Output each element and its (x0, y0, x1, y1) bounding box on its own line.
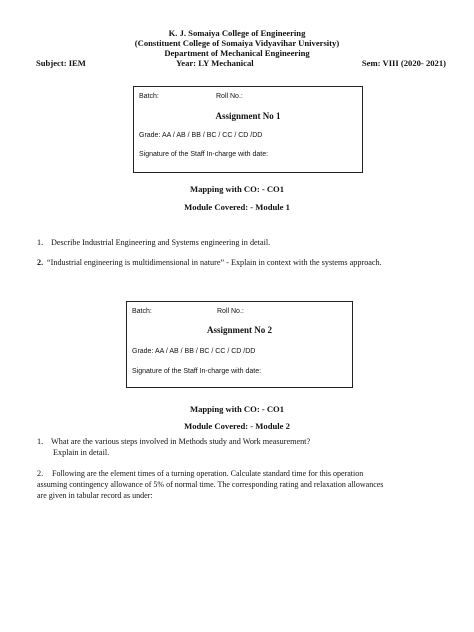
constituent-line: (Constituent College of Somaiya Vidyavihar University) (134, 38, 340, 48)
question-text: What are the various steps involved in Methods study and Work measurement? (51, 437, 311, 446)
roll-no-label: Roll No.: (217, 308, 244, 315)
roll-no-label: Roll No.: (216, 93, 243, 100)
mapping-co-1: Mapping with CO: - CO1 (189, 184, 285, 194)
question-number: 1. (37, 238, 44, 247)
question-text-cont: Explain in detail. (53, 448, 110, 457)
batch-label: Batch: (132, 308, 152, 315)
assignment-2-box (126, 301, 353, 388)
question-text: Describe Industrial Engineering and Systems engineering in detail. (51, 238, 271, 247)
grade-line: Grade: AA / AB / BB / BC / CC / CD /DD (132, 348, 256, 355)
question-2-2 (37, 469, 449, 503)
question-text-cont: assuming contingency allowance of 5% of normal time. The corresponding rating and relaxation allowances (37, 480, 384, 489)
question-number: 1. (37, 437, 44, 446)
batch-label: Batch: (139, 93, 159, 100)
mapping-co-2: Mapping with CO: - CO1 (189, 404, 285, 414)
semester-label: Sem: VIII (2020- 2021) (361, 58, 446, 68)
assignment-1-title: Assignment No 1 (215, 111, 281, 121)
department-name: Department of Mechanical Engineering (164, 48, 310, 58)
grade-line: Grade: AA / AB / BB / BC / CC / CD /DD (139, 132, 263, 139)
signature-line: Signature of the Staff In-charge with date: (139, 151, 269, 158)
subject-label: Subject: IEM (36, 58, 86, 68)
question-number: 2. (37, 469, 44, 478)
module-covered-2: Module Covered: - Module 2 (184, 421, 290, 431)
module-covered-1: Module Covered: - Module 1 (184, 202, 290, 212)
question-text: “Industrial engineering is multidimensional in nature” - Explain in context with the systems approach. (47, 258, 382, 267)
question-number: 2. (37, 258, 44, 267)
question-text: Following are the element times of a turning operation. Calculate standard time for this operation (52, 469, 364, 478)
question-2-1 (37, 437, 447, 459)
assignment-2-title: Assignment No 2 (206, 325, 272, 335)
college-name: K. J. Somaiya College of Engineering (168, 28, 306, 38)
signature-line: Signature of the Staff In-charge with date: (132, 368, 262, 375)
question-text-cont-2: are given in tabular record as under: (37, 491, 153, 500)
assignment-1-box (133, 86, 363, 173)
year-label: Year: LY Mechanical (176, 58, 254, 68)
